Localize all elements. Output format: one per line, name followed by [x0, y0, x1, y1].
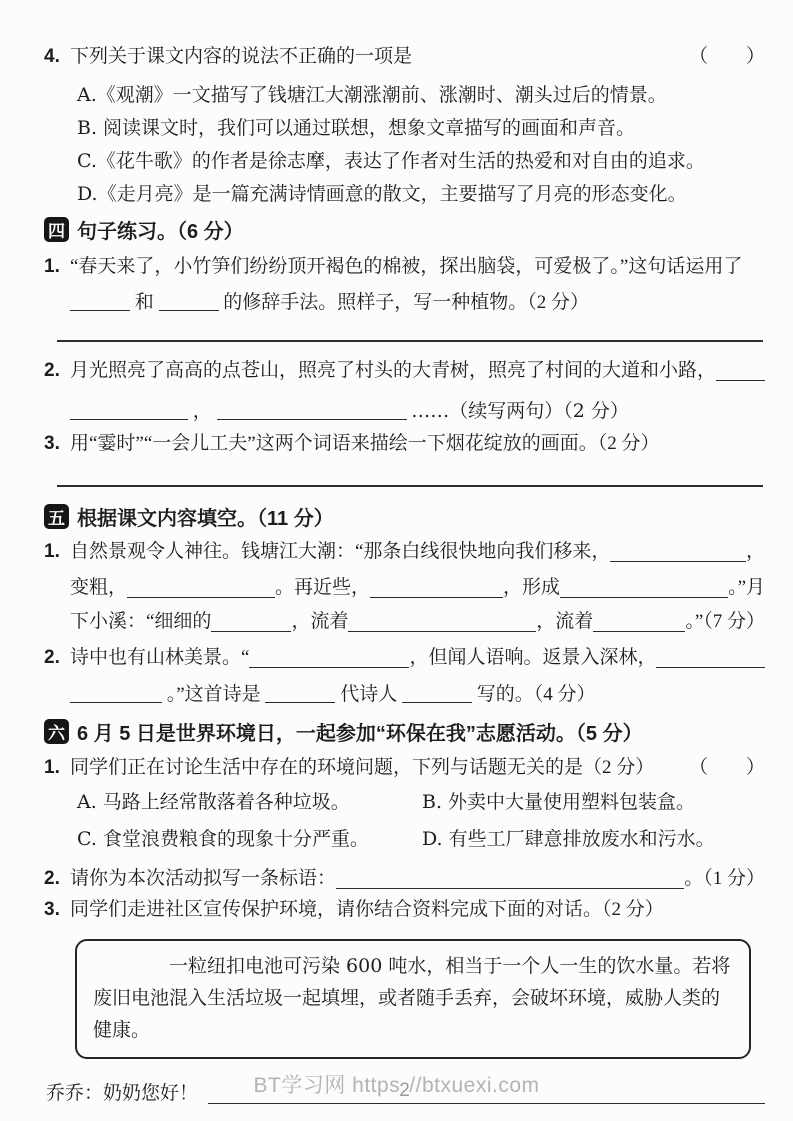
- answer-blank: [348, 612, 536, 632]
- section-6-title: 6 月 5 日是世界环境日，一起参加“环保在我”志愿活动。（5 分）: [77, 722, 643, 745]
- s5-q1-text8: ，流着: [536, 611, 594, 632]
- s6-q3-text: 同学们走进社区宣传保护环境，请你结合资料完成下面的对话。（2 分）: [70, 899, 664, 920]
- answer-blank: [70, 683, 162, 703]
- s5-q2-text3: 。”这首诗是: [166, 684, 261, 705]
- option-b: B. 阅读课文时，我们可以通过联想，想象文章描写的画面和声音。: [77, 117, 636, 139]
- s6-q2: [44, 866, 765, 892]
- s5-q1-text4: ，形成: [503, 577, 561, 598]
- page-number: 2: [399, 1080, 411, 1101]
- answer-blank: [716, 361, 765, 381]
- answer-blank: [656, 648, 765, 668]
- s4-q1-text: “春天来了，小竹笋们纷纷顶开褐色的棉被，探出脑袋，可爱极了。”这句话运用了: [70, 256, 743, 277]
- question-4: [44, 44, 765, 70]
- option-b: B. 外卖中大量使用塑料包装盒。: [422, 791, 696, 813]
- s4-q2-number: 2.: [44, 360, 60, 381]
- answer-bracket: （ ）: [688, 757, 765, 778]
- answer-blank: [336, 869, 684, 889]
- s5-q1-text7: ，流着: [291, 611, 349, 632]
- s5-q1-comma: ，: [745, 541, 765, 562]
- s5-q1-text1: 自然景观令人神往。钱塘江大潮：“那条白线很快地向我们移来，: [70, 541, 611, 562]
- section-5-header: [44, 501, 765, 531]
- answer-blank: [265, 683, 335, 703]
- section-5-marker: 五: [44, 504, 69, 529]
- s6-q2-number: 2.: [44, 868, 60, 889]
- s5-q1-text2: 变粗，: [70, 577, 128, 598]
- section-6-marker: 六: [44, 719, 69, 744]
- option-c: C. 食堂浪费粮食的现象十分严重。: [77, 828, 369, 850]
- s5-q1-line1: [44, 539, 765, 565]
- s6-q1-number: 1.: [44, 757, 60, 778]
- question-4-number: 4.: [44, 46, 60, 67]
- answer-blank: [127, 578, 275, 598]
- question-4-stem: 下列关于课文内容的说法不正确的一项是: [70, 46, 413, 67]
- answer-line: [57, 340, 763, 342]
- s4-q1-mid: 和: [134, 292, 154, 313]
- section-5-title: 根据课文内容填空。（11 分）: [77, 507, 334, 530]
- s5-q2-text5: 写的。（4 分）: [476, 684, 596, 705]
- section-6-header: [44, 716, 765, 746]
- s5-q1-text5: 。”月: [728, 577, 765, 598]
- section-4-marker: 四: [44, 217, 69, 242]
- s4-q3: [44, 431, 765, 457]
- s5-q1-line2: [44, 575, 765, 601]
- answer-bracket: （ ）: [688, 46, 765, 67]
- s4-q2-line2: [44, 396, 765, 423]
- answer-blank: [560, 578, 728, 598]
- answer-blank: [249, 648, 409, 668]
- s4-q3-text: 用“霎时”“一会儿工夫”这两个词语来描绘一下烟花绽放的画面。（2 分）: [70, 433, 660, 454]
- s5-q1-text6: 下小溪：“细细的: [70, 611, 212, 632]
- s4-q1-line1: [44, 254, 765, 280]
- question-4-options: [44, 82, 765, 207]
- answer-blank: [70, 400, 188, 420]
- s6-q2-tail: 。（1 分）: [684, 868, 765, 889]
- s4-q3-number: 3.: [44, 433, 60, 454]
- s6-q3: [44, 897, 765, 923]
- answer-blank: [70, 291, 130, 311]
- answer-blank: [370, 578, 503, 598]
- s5-q1-text3: 。再近些，: [275, 577, 371, 598]
- s4-q1-line2: [44, 290, 765, 316]
- s5-q2-line2: [44, 679, 765, 706]
- s4-q1-tail: 的修辞手法。照样子，写一种植物。（2 分）: [223, 292, 590, 313]
- answer-blank: [159, 291, 219, 311]
- s5-q1-number: 1.: [44, 541, 60, 562]
- answer-blank: [610, 542, 746, 562]
- answer-blank: [211, 612, 291, 632]
- resource-box-text: 一粒纽扣电池可污染 600 吨水，相当于一个人一生的饮水量。若将废旧电池混入生活垃圾一起填埋，或者随手丢弃，会破坏环境，威胁人类的健康。: [93, 955, 731, 1041]
- answer-blank: [217, 400, 407, 420]
- s4-q1-number: 1.: [44, 256, 60, 277]
- watermark-right: //btxuexi.com: [409, 1074, 540, 1097]
- answer-line: [57, 485, 763, 487]
- answer-blank: [402, 683, 472, 703]
- s5-q2-text1: 诗中也有山林美景。“: [70, 647, 250, 668]
- resource-box: [75, 939, 751, 1059]
- s6-q1-stem: 同学们正在讨论生活中存在的环境问题，下列与话题无关的是（2 分）: [70, 757, 655, 778]
- option-d: D.《走月亮》是一篇充满诗情画意的散文，主要描写了月亮的形态变化。: [77, 183, 687, 205]
- s5-q2-number: 2.: [44, 647, 60, 668]
- option-d: D. 有些工厂肆意排放废水和污水。: [422, 828, 715, 850]
- s5-q2-text2: ，但闻人语响。返景入深林，: [409, 647, 657, 668]
- s6-q2-text: 请你为本次活动拟写一条标语：: [70, 868, 337, 889]
- answer-blank: [593, 612, 685, 632]
- s4-q2-line1: [44, 358, 765, 384]
- section-4-header: [44, 214, 765, 244]
- s4-q2-tail: ……（续写两句）（2 分）: [411, 400, 629, 422]
- s4-q2-text: 月光照亮了高高的点苍山，照亮了村头的大青树，照亮了村间的大道和小路，: [70, 360, 717, 381]
- s5-q2-text4: 代诗人: [340, 684, 398, 705]
- s5-q2-line1: [44, 645, 765, 671]
- s6-q1-options: [44, 789, 765, 852]
- footer-watermark: [0, 1069, 793, 1099]
- s6-q1: [44, 755, 765, 781]
- s4-q2-comma: ，: [192, 401, 212, 422]
- watermark-left: BT学习网 https: [253, 1074, 401, 1097]
- option-c: C.《花牛歌》的作者是徐志摩，表达了作者对生活的热爱和对自由的追求。: [77, 150, 705, 172]
- option-a: A. 马路上经常散落着各种垃圾。: [77, 791, 350, 813]
- s5-q1-text9: 。”（7 分）: [685, 611, 765, 632]
- dialog-speaker: 乔乔：奶奶您好！: [46, 1083, 199, 1104]
- s6-q3-number: 3.: [44, 899, 60, 920]
- option-a: A.《观潮》一文描写了钱塘江大潮涨潮前、涨潮时、潮头过后的情景。: [77, 84, 667, 106]
- section-4-title: 句子练习。（6 分）: [77, 220, 244, 243]
- s5-q1-line3: [44, 609, 765, 635]
